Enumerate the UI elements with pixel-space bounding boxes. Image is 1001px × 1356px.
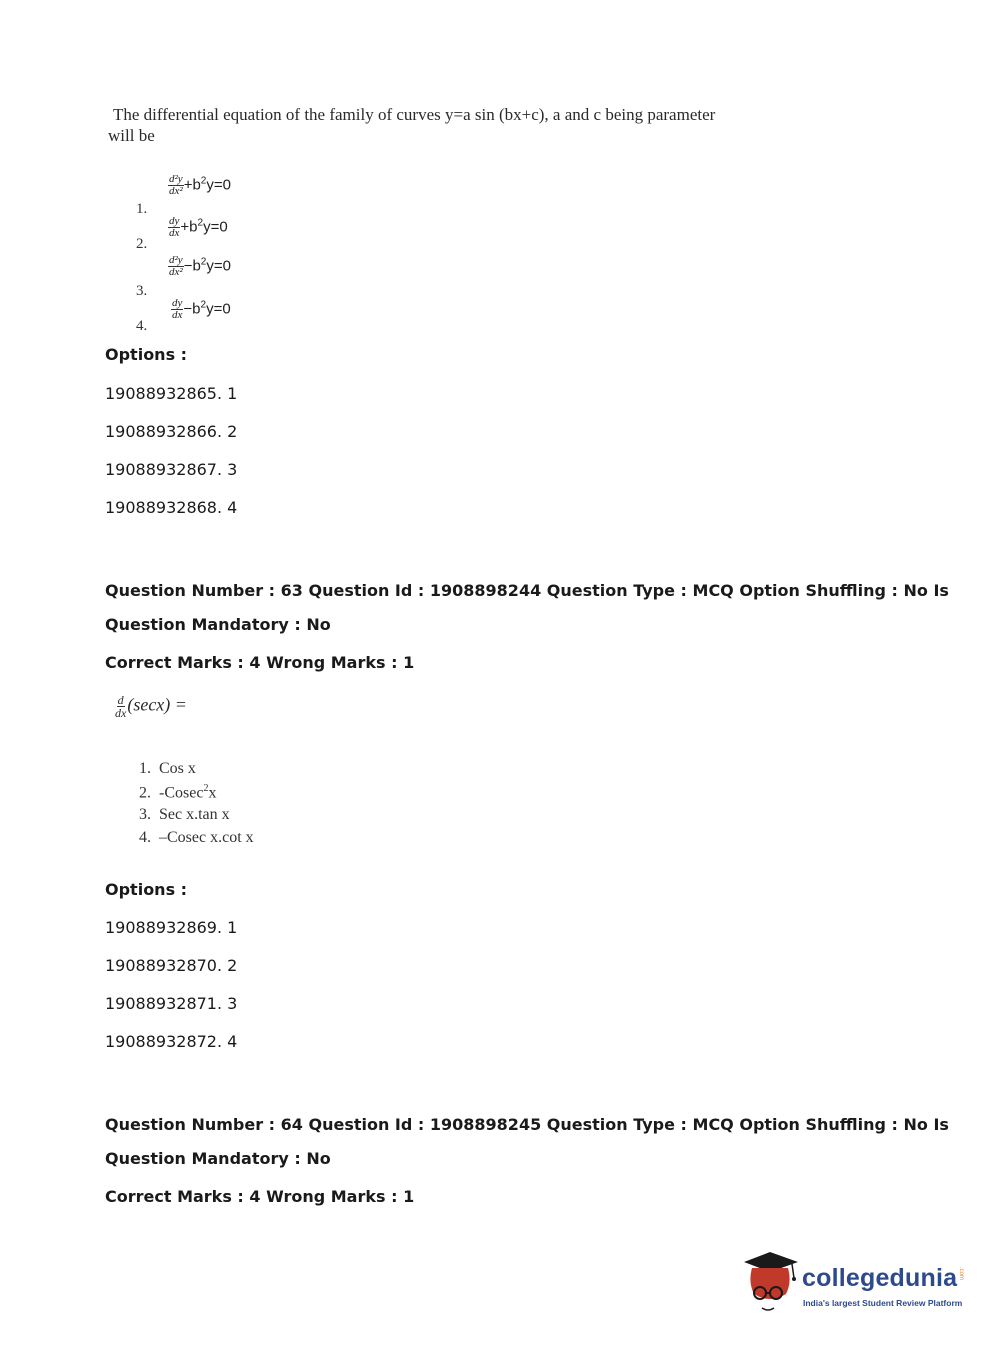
q62-choice-2-equation: $\frac{dy}{dx}$ $+b^2y=0$ (169, 215, 228, 239)
q64-marks: Correct Marks : 4 Wrong Marks : 1 (105, 1187, 415, 1206)
q63-choice-2-text: -Cosec (159, 784, 204, 802)
q63-choice-3-text: Sec x.tan x (159, 806, 230, 823)
q63-choice-4 (139, 829, 254, 847)
q63-expression: $\frac{d}{dx}$ (secx) = (115, 693, 187, 720)
logo-tagline: India's largest Student Review Platform (803, 1298, 963, 1308)
q63-choice-1 (139, 760, 196, 778)
q62-choice-4-equation: $\frac{dy}{dx}$ $-b^2y=0$ (172, 297, 231, 321)
q63-header-line2: Question Mandatory : No (105, 615, 331, 634)
q64-header-line1: Question Number : 64 Question Id : 1908898245 Question Type : MCQ Option Shuffling : No Is (105, 1115, 949, 1134)
q63-choice-3 (139, 806, 230, 824)
q63-marks: Correct Marks : 4 Wrong Marks : 1 (105, 653, 415, 672)
q63-choice-2-number: 2. (139, 784, 151, 802)
q63-option-1: 19088932869. 1 (105, 918, 238, 937)
q63-choice-1-number: 1. (139, 760, 151, 777)
q62-stem-line1: The differential equation of the family of curves y=a sin (bx+c), a and c being parameter (113, 105, 716, 124)
logo-wordmark: collegedunia (802, 1264, 958, 1292)
q62-choice-4-number: 4. (136, 318, 148, 334)
q62-choice-1-number: 1. (136, 201, 148, 217)
q63-option-3: 19088932871. 3 (105, 994, 238, 1013)
q63-choice-3-number: 3. (139, 806, 151, 823)
mascot-icon (740, 1248, 802, 1318)
q63-choice-2: 2. -Cosec$^2$x (139, 783, 217, 802)
q64-header-line2: Question Mandatory : No (105, 1149, 331, 1168)
q63-header-line1: Question Number : 63 Question Id : 1908898244 Question Type : MCQ Option Shuffling : No Is (105, 581, 949, 600)
q63-option-2: 19088932870. 2 (105, 956, 238, 975)
q62-option-1: 19088932865. 1 (105, 384, 238, 403)
q63-choice-4-number: 4. (139, 829, 151, 846)
q63-choice-4-text: –Cosec x.cot x (159, 829, 254, 846)
q62-choice-2-number: 2. (136, 236, 148, 252)
logo-dotcom: .com (958, 1267, 964, 1281)
q63-choice-1-text: Cos x (159, 760, 196, 777)
collegedunia-logo[interactable] (740, 1248, 970, 1318)
q62-option-2: 19088932866. 2 (105, 422, 238, 441)
q62-choice-1-equation: $\frac{\text{d²y}}{\text{dx²}}$ $+b^2y=0$ (169, 173, 231, 197)
q62-option-3: 19088932867. 3 (105, 460, 238, 479)
q63-option-4: 19088932872. 4 (105, 1032, 238, 1051)
q63-options-label: Options : (105, 880, 188, 899)
q62-choice-3-number: 3. (136, 283, 148, 299)
q62-option-4: 19088932868. 4 (105, 498, 238, 517)
q62-options-label: Options : (105, 345, 188, 364)
q62-stem-line2: will be (108, 126, 155, 145)
q62-choice-3-equation: $\frac{\text{d²y}}{\text{dx²}}$ $-b^2y=0$ (169, 254, 231, 278)
